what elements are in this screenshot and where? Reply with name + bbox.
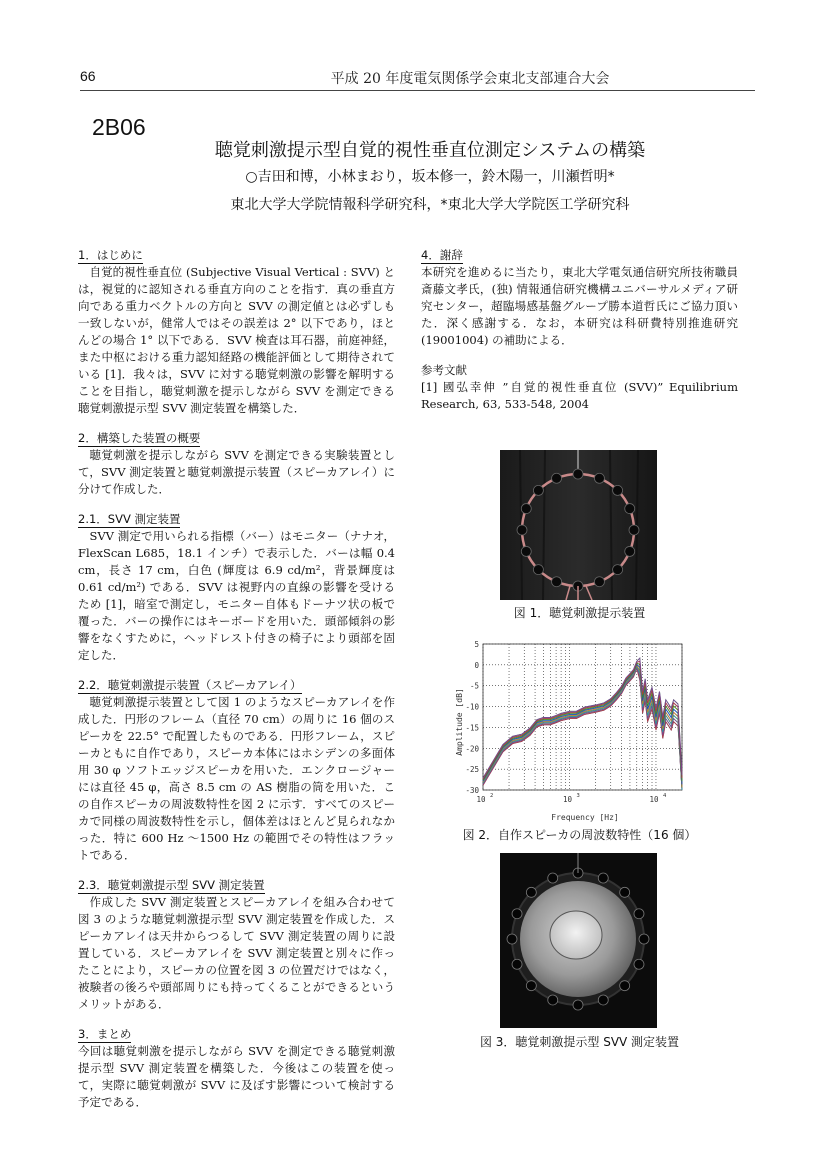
chart-y-tick-label: -20 (465, 744, 479, 754)
speaker-icon (526, 981, 536, 991)
reference-item-1: [1] 國弘幸伸 ”自覚的視性垂直位 (SVV)” Equilibrium Research, 63, 533-548, 2004 (421, 380, 738, 411)
chart-y-tick-label: -25 (465, 765, 479, 775)
figure-1-caption: 図 1．聴覚刺激提示装置 (513, 606, 646, 620)
speaker-icon (573, 469, 583, 479)
speaker-icon (552, 577, 562, 587)
chart-x-axis-label: Frequency [Hz] (551, 813, 619, 822)
speaker-icon (613, 485, 623, 495)
speaker-icon (625, 546, 635, 556)
speaker-icon (521, 546, 531, 556)
speaker-icon (526, 887, 536, 897)
left-column (78, 247, 395, 1111)
speaker-icon (598, 995, 608, 1005)
section-body-speaker-array: 聴覚刺激提示装置として図 1 のようなスピーカアレイを作成した．円形のフレーム（直径 70 cm）の周りに 16 個のスピーカを 22.5° で配置したものである．円形フレーム，スピーカともに自作であり，スピーカ本体にはホシデンの多面体用 30 φ ソフトエッジスピーカを用いた．エンクロージャーには直径 45 φ，高さ 8.5 cm の AS 樹脂の筒を用いた．この自作スピーカの周波数特性を図 2 に示す．すべてのスピーカで同様の周波数特性を示し，個体差はほとんど見られなかった．特に 600 Hz ～1500 Hz の範囲でその特性はフラットである． (78, 695, 395, 862)
chart-x-tick-label: 10 (562, 795, 572, 804)
paper-code: 2B06 (92, 114, 146, 140)
chart-y-tick-label: 0 (474, 660, 479, 670)
section-body-combined-device: 作成した SVV 測定装置とスピーカアレイを組み合わせて図 3 のような聴覚刺激提示型 SVV 測定装置を作成した．スピーカアレイは天井からつるして SVV 測定装置の周りに設置している．スピーカアレイを SVV 測定装置と別々に作ったことにより，スピーカの位置を図 3 の位置だけではなく，被験者の後ろや頭部周りにも持ってくることができるというメリットがある． (78, 895, 395, 1011)
paper-authors: ○吉田和博，小林まおり，坂本修一，鈴木陽一，川瀬哲明* (245, 169, 615, 185)
section-heading-svv-device: 2.1．SVV 測定装置 (78, 512, 181, 526)
speaker-icon (552, 473, 562, 483)
section-body-summary: 今回は聴覚刺激を提示しながら SVV を測定できる聴覚刺激提示型 SVV 測定装置を構築した．今後はこの装置を使って，実際に聴覚刺激が SVV に及ぼす影響について検討する予定である． (78, 1044, 395, 1109)
section-body-acknowledgments: 本研究を進めるに当たり，東北大学電気通信研究所技術職員斎藤文孝氏，(独) 情報通信研究機構ユニバーサルメディア研究センター，超臨場感基盤グループ勝本道哲氏にご協力頂いた．深く感謝する．なお，本研究は科研費特別推進研究 (19001004) の補助による． (421, 265, 738, 347)
figure-2-frequency-response-chart (450, 632, 700, 824)
speaker-icon (613, 565, 623, 575)
header-rule (80, 90, 755, 91)
speaker-icon (512, 909, 522, 919)
speaker-icon (620, 981, 630, 991)
speaker-icon (634, 959, 644, 969)
section-heading-acknowledgments: 4．謝辞 (421, 248, 463, 262)
speaker-icon (573, 1000, 583, 1010)
section-heading-speaker-array: 2.2．聴覚刺激提示装置（スピーカアレイ） (78, 678, 302, 692)
speaker-icon (598, 873, 608, 883)
chart-y-tick-label: 5 (474, 640, 479, 649)
speaker-icon (620, 887, 630, 897)
speaker-icon (533, 485, 543, 495)
right-column (421, 247, 738, 413)
speaker-icon (548, 995, 558, 1005)
speaker-icon (507, 934, 517, 944)
figure-3-caption: 図 3．聴覚刺激提示型 SVV 測定装置 (479, 1035, 680, 1049)
figure-1-speaker-array-photo (500, 450, 657, 600)
section-body-svv-device: SVV 測定で用いられる指標（バー）はモニター（ナナオ，FlexScan L685，18.1 インチ）で表示した．バーは幅 0.4 cm，長さ 17 cm，白色 (輝度は 6.9 cd/m²，背景輝度は 0.61 cd/m²) である．SVV は視野内の直線の影響を受けるため [1]，暗室で測定し，モニター自体もドーナツ状の板で覆った．バーの操作にはキーボードを用いた．頭部傾斜の影響をなくすために，ヘッドレスト付きの椅子により頭部を固定した． (78, 529, 395, 662)
chart-x-tick-exponent: 2 (490, 793, 494, 799)
chart-x-tick-exponent: 3 (576, 793, 580, 799)
speaker-icon (639, 934, 649, 944)
paper-title: 聴覚刺激提示型自覚的視性垂直位測定システムの構築 (214, 140, 646, 161)
speaker-icon (634, 909, 644, 919)
section-body-intro: 自覚的視性垂直位 (Subjective Visual Vertical : SVV) とは，視覚的に認知される垂直方向のことを指す．真の垂直方向である重力ベクトルの方向と SVV の測定値とは必ずしも一致しないが，健常人ではその誤差は 2° 以下であり，ほとんどの場合 1° 以下である．SVV 検査は耳石器，前庭神経，また中枢における重力認知経路の機能評価として期待されている [1]．我々は，SVV に対する聴覚刺激の影響を解明することを目指し，聴覚刺激を提示しながら SVV を測定できる聴覚刺激提示型 SVV 測定装置を構築した． (78, 265, 395, 415)
chart-y-tick-label: -5 (469, 681, 479, 691)
section-heading-references: 参考文献 (421, 363, 467, 377)
running-title: 平成 20 年度電気関係学会東北支部連合大会 (330, 71, 610, 87)
chart-y-tick-label: -15 (465, 723, 479, 733)
chart-x-tick-exponent: 4 (662, 793, 667, 799)
speaker-icon (533, 565, 543, 575)
speaker-icon (629, 525, 639, 535)
chart-y-tick-label: -30 (465, 786, 479, 795)
speaker-icon (512, 959, 522, 969)
figure-2-caption: 図 2．自作スピーカの周波数特性（16 個） (462, 828, 697, 842)
speaker-icon (625, 504, 635, 514)
section-heading-summary: 3．まとめ (78, 1027, 132, 1041)
section-heading-intro: 1．はじめに (78, 248, 143, 262)
paper-affiliation: 東北大学大学院情報科学研究科，*東北大学大学院医工学研究科 (230, 197, 630, 213)
chart-y-axis-label: Amplitude [dB] (455, 688, 464, 756)
section-heading-combined-device: 2.3．聴覚刺激提示型 SVV 測定装置 (78, 878, 265, 892)
speaker-icon (517, 525, 527, 535)
section-body-overview: 聴覚刺激を提示しながら SVV を測定できる実験装置として，SVV 測定装置と聴覚刺激提示装置（スピーカアレイ）に分けて作成した． (78, 448, 395, 496)
speaker-icon (521, 504, 531, 514)
speaker-icon (594, 473, 604, 483)
speaker-icon (548, 873, 558, 883)
chart-y-tick-label: -10 (465, 702, 479, 712)
page-number: 66 (80, 68, 96, 84)
section-heading-overview: 2．構築した装置の概要 (78, 431, 201, 445)
figure-3-combined-device-photo (500, 853, 657, 1028)
speaker-icon (594, 577, 604, 587)
chart-x-tick-label: 10 (476, 795, 486, 804)
chart-x-tick-label: 10 (649, 795, 659, 804)
